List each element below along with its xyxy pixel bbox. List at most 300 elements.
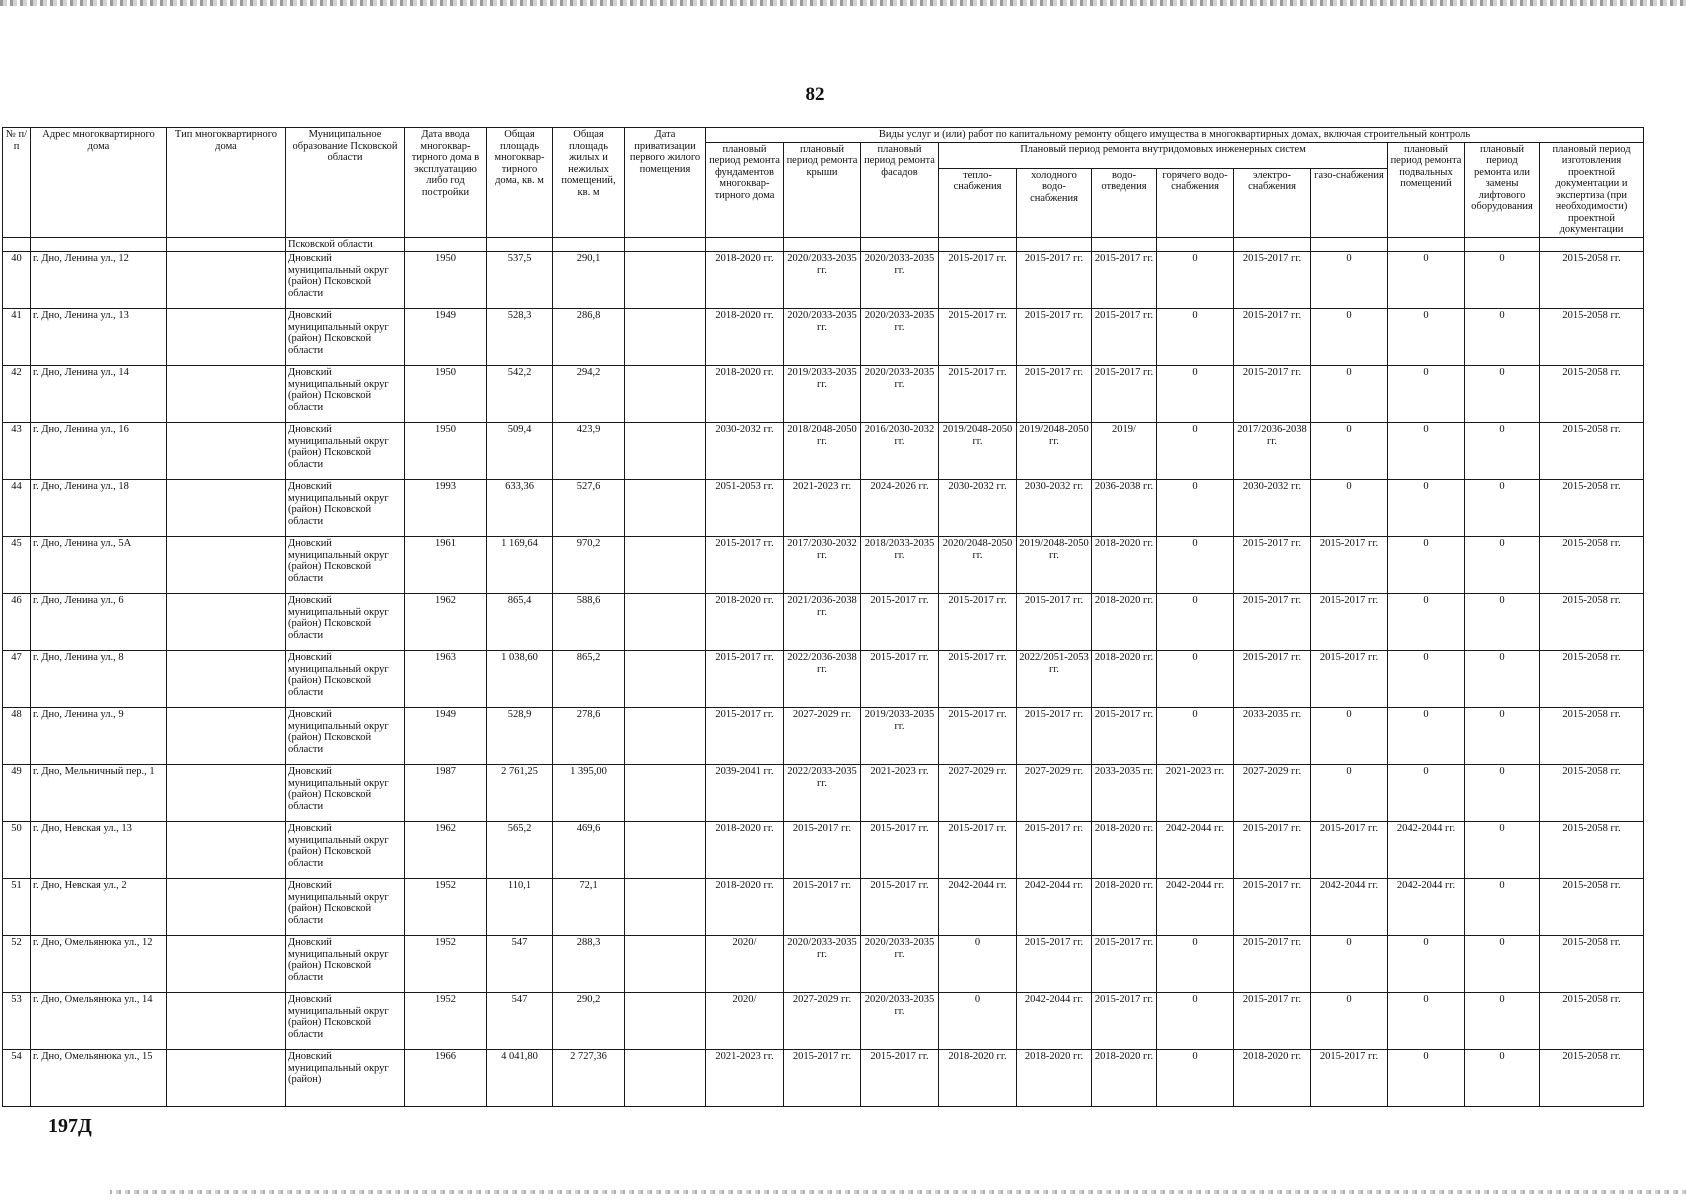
cell-address: г. Дно, Омельянюка ул., 15	[31, 1050, 167, 1107]
cell-roof: 2027-2029 гг.	[784, 708, 861, 765]
cell-address: г. Дно, Ленина ул., 18	[31, 480, 167, 537]
cell-total-area: 528,3	[487, 309, 553, 366]
continuation-cell	[861, 237, 939, 252]
cell-facade: 2020/2033-2035 гг.	[861, 993, 939, 1050]
cell-cold-water: 2015-2017 гг.	[1017, 708, 1092, 765]
cell-cold-water: 2019/2048-2050 гг.	[1017, 537, 1092, 594]
cell-basement: 0	[1388, 309, 1465, 366]
cell-elevator: 0	[1465, 309, 1540, 366]
cell-hot-water: 0	[1157, 993, 1234, 1050]
cell-num: 48	[3, 708, 31, 765]
cell-total-area: 4 041,80	[487, 1050, 553, 1107]
cell-living-area: 278,6	[553, 708, 625, 765]
continuation-cell	[1017, 237, 1092, 252]
cell-type	[167, 537, 286, 594]
cell-year: 1962	[405, 822, 487, 879]
cell-address: г. Дно, Ленина ул., 5А	[31, 537, 167, 594]
header-num: № п/п	[3, 128, 31, 238]
cell-roof: 2015-2017 гг.	[784, 1050, 861, 1107]
header-privatization: Дата приватизации первого жилого помещения	[625, 128, 706, 238]
cell-roof: 2018/2048-2050 гг.	[784, 423, 861, 480]
cell-municipality: Дновский муниципальный округ (район) Псковской области	[286, 537, 405, 594]
cell-municipality: Дновский муниципальный округ (район) Псковской области	[286, 366, 405, 423]
continuation-cell	[3, 237, 31, 252]
cell-electric: 2015-2017 гг.	[1234, 309, 1311, 366]
cell-heat: 2015-2017 гг.	[939, 822, 1017, 879]
header-type: Тип многоквартирного дома	[167, 128, 286, 238]
cell-docs: 2015-2058 гг.	[1540, 309, 1644, 366]
cell-type	[167, 309, 286, 366]
cell-privatization	[625, 423, 706, 480]
cell-foundation: 2030-2032 гг.	[706, 423, 784, 480]
cell-type	[167, 594, 286, 651]
cell-type	[167, 708, 286, 765]
cell-heat: 2015-2017 гг.	[939, 366, 1017, 423]
cell-gas: 2015-2017 гг.	[1311, 822, 1388, 879]
cell-year: 1952	[405, 936, 487, 993]
document-code: 197Д	[48, 1115, 92, 1137]
cell-roof: 2017/2030-2032 гг.	[784, 537, 861, 594]
header-elevator: плановый период ремонта или замены лифтового оборудования	[1465, 142, 1540, 237]
continuation-cell	[784, 237, 861, 252]
continuation-cell	[1540, 237, 1644, 252]
cell-total-area: 547	[487, 993, 553, 1050]
continuation-cell	[625, 237, 706, 252]
cell-docs: 2015-2058 гг.	[1540, 366, 1644, 423]
cell-docs: 2015-2058 гг.	[1540, 936, 1644, 993]
table-row	[3, 765, 1644, 822]
cell-privatization	[625, 822, 706, 879]
table-row	[3, 537, 1644, 594]
cell-heat: 2015-2017 гг.	[939, 309, 1017, 366]
header-facade: плановый период ремонта фасадов	[861, 142, 939, 237]
cell-heat: 0	[939, 993, 1017, 1050]
cell-roof: 2015-2017 гг.	[784, 822, 861, 879]
cell-municipality: Дновский муниципальный округ (район) Псковской области	[286, 993, 405, 1050]
table-row	[3, 651, 1644, 708]
cell-municipality: Дновский муниципальный округ (район) Псковской области	[286, 309, 405, 366]
header-hot-water: горячего водо-снабжения	[1157, 168, 1234, 237]
cell-foundation: 2018-2020 гг.	[706, 366, 784, 423]
cell-privatization	[625, 936, 706, 993]
table-row	[3, 366, 1644, 423]
cell-elevator: 0	[1465, 252, 1540, 309]
scan-edge-bottom	[110, 1190, 1686, 1194]
cell-num: 49	[3, 765, 31, 822]
cell-docs: 2015-2058 гг.	[1540, 537, 1644, 594]
cell-gas: 0	[1311, 765, 1388, 822]
cell-privatization	[625, 309, 706, 366]
cell-municipality: Дновский муниципальный округ (район) Псковской области	[286, 822, 405, 879]
cell-foundation: 2051-2053 гг.	[706, 480, 784, 537]
cell-roof: 2022/2036-2038 гг.	[784, 651, 861, 708]
cell-electric: 2015-2017 гг.	[1234, 879, 1311, 936]
cell-living-area: 588,6	[553, 594, 625, 651]
cell-basement: 0	[1388, 936, 1465, 993]
cell-address: г. Дно, Ленина ул., 12	[31, 252, 167, 309]
cell-electric: 2033-2035 гг.	[1234, 708, 1311, 765]
cell-hot-water: 0	[1157, 252, 1234, 309]
cell-hot-water: 0	[1157, 708, 1234, 765]
cell-heat: 2019/2048-2050 гг.	[939, 423, 1017, 480]
cell-type	[167, 993, 286, 1050]
cell-roof: 2021-2023 гг.	[784, 480, 861, 537]
table-row	[3, 252, 1644, 309]
cell-num: 46	[3, 594, 31, 651]
cell-year: 1993	[405, 480, 487, 537]
cell-type	[167, 252, 286, 309]
cell-foundation: 2020/	[706, 936, 784, 993]
cell-hot-water: 0	[1157, 480, 1234, 537]
table-row	[3, 822, 1644, 879]
cell-foundation: 2018-2020 гг.	[706, 309, 784, 366]
cell-living-area: 970,2	[553, 537, 625, 594]
cell-cold-water: 2015-2017 гг.	[1017, 309, 1092, 366]
cell-gas: 0	[1311, 252, 1388, 309]
cell-total-area: 528,9	[487, 708, 553, 765]
table-row	[3, 309, 1644, 366]
cell-living-area: 423,9	[553, 423, 625, 480]
cell-foundation: 2018-2020 гг.	[706, 822, 784, 879]
cell-num: 51	[3, 879, 31, 936]
cell-year: 1949	[405, 708, 487, 765]
cell-elevator: 0	[1465, 480, 1540, 537]
cell-gas: 2015-2017 гг.	[1311, 537, 1388, 594]
cell-docs: 2015-2058 гг.	[1540, 594, 1644, 651]
cell-num: 54	[3, 1050, 31, 1107]
cell-gas: 0	[1311, 993, 1388, 1050]
cell-year: 1961	[405, 537, 487, 594]
cell-cold-water: 2022/2051-2053 гг.	[1017, 651, 1092, 708]
table-row	[3, 879, 1644, 936]
cell-num: 42	[3, 366, 31, 423]
header-electric: электро-снабжения	[1234, 168, 1311, 237]
scan-edge-top	[0, 0, 1686, 6]
table-row	[3, 708, 1644, 765]
cell-basement: 2042-2044 гг.	[1388, 879, 1465, 936]
cell-facade: 2019/2033-2035 гг.	[861, 708, 939, 765]
cell-cold-water: 2027-2029 гг.	[1017, 765, 1092, 822]
continuation-cell	[405, 237, 487, 252]
header-living-area: Общая площадь жилых и нежилых помещений, кв. м	[553, 128, 625, 238]
cell-privatization	[625, 1050, 706, 1107]
header-municipality: Муниципальное образование Псковской области	[286, 128, 405, 238]
cell-facade: 2020/2033-2035 гг.	[861, 936, 939, 993]
table-row	[3, 993, 1644, 1050]
table-row	[3, 594, 1644, 651]
cell-hot-water: 0	[1157, 1050, 1234, 1107]
cell-roof: 2019/2033-2035 гг.	[784, 366, 861, 423]
cell-privatization	[625, 594, 706, 651]
cell-cold-water: 2019/2048-2050 гг.	[1017, 423, 1092, 480]
cell-address: г. Дно, Омельянюка ул., 12	[31, 936, 167, 993]
cell-docs: 2015-2058 гг.	[1540, 822, 1644, 879]
cell-elevator: 0	[1465, 993, 1540, 1050]
cell-heat: 2018-2020 гг.	[939, 1050, 1017, 1107]
cell-foundation: 2015-2017 гг.	[706, 651, 784, 708]
cell-municipality: Дновский муниципальный округ (район) Псковской области	[286, 252, 405, 309]
cell-address: г. Дно, Ленина ул., 8	[31, 651, 167, 708]
cell-municipality: Дновский муниципальный округ (район) Псковской области	[286, 423, 405, 480]
cell-foundation: 2015-2017 гг.	[706, 537, 784, 594]
cell-docs: 2015-2058 гг.	[1540, 252, 1644, 309]
cell-privatization	[625, 366, 706, 423]
cell-hot-water: 0	[1157, 537, 1234, 594]
cell-privatization	[625, 480, 706, 537]
cell-year: 1952	[405, 879, 487, 936]
cell-foundation: 2015-2017 гг.	[706, 708, 784, 765]
cell-hot-water: 0	[1157, 594, 1234, 651]
cell-basement: 0	[1388, 708, 1465, 765]
cell-basement: 0	[1388, 765, 1465, 822]
cell-total-area: 633,36	[487, 480, 553, 537]
cell-electric: 2015-2017 гг.	[1234, 822, 1311, 879]
cell-cold-water: 2015-2017 гг.	[1017, 936, 1092, 993]
cell-year: 1950	[405, 252, 487, 309]
cell-facade: 2020/2033-2035 гг.	[861, 309, 939, 366]
cell-num: 52	[3, 936, 31, 993]
cell-sewer: 2015-2017 гг.	[1092, 936, 1157, 993]
cell-total-area: 509,4	[487, 423, 553, 480]
cell-cold-water: 2015-2017 гг.	[1017, 252, 1092, 309]
header-address: Адрес многоквартирного дома	[31, 128, 167, 238]
continuation-cell	[167, 237, 286, 252]
cell-type	[167, 480, 286, 537]
cell-sewer: 2018-2020 гг.	[1092, 822, 1157, 879]
cell-sewer: 2015-2017 гг.	[1092, 309, 1157, 366]
cell-roof: 2020/2033-2035 гг.	[784, 936, 861, 993]
header-roof: плановый период ремонта крыши	[784, 142, 861, 237]
cell-facade: 2021-2023 гг.	[861, 765, 939, 822]
cell-roof: 2022/2033-2035 гг.	[784, 765, 861, 822]
continuation-municipality: Псковской области	[286, 237, 405, 252]
cell-sewer: 2018-2020 гг.	[1092, 594, 1157, 651]
cell-municipality: Дновский муниципальный округ (район) Псковской области	[286, 708, 405, 765]
cell-living-area: 288,3	[553, 936, 625, 993]
cell-address: г. Дно, Невская ул., 2	[31, 879, 167, 936]
header-basement: плановый период ремонта подвальных помещений	[1388, 142, 1465, 237]
cell-num: 41	[3, 309, 31, 366]
cell-heat: 2042-2044 гг.	[939, 879, 1017, 936]
cell-num: 45	[3, 537, 31, 594]
cell-basement: 0	[1388, 252, 1465, 309]
cell-type	[167, 879, 286, 936]
cell-electric: 2015-2017 гг.	[1234, 594, 1311, 651]
continuation-cell	[706, 237, 784, 252]
continuation-cell	[31, 237, 167, 252]
table-body	[3, 237, 1644, 1107]
cell-total-area: 547	[487, 936, 553, 993]
cell-living-area: 469,6	[553, 822, 625, 879]
table-row	[3, 936, 1644, 993]
cell-num: 43	[3, 423, 31, 480]
cell-cold-water: 2018-2020 гг.	[1017, 1050, 1092, 1107]
cell-foundation: 2018-2020 гг.	[706, 879, 784, 936]
continuation-cell	[939, 237, 1017, 252]
cell-electric: 2015-2017 гг.	[1234, 651, 1311, 708]
header-docs: плановый период изготовления проектной документации и экспертиза (при необходимости) проектной документации	[1540, 142, 1644, 237]
cell-num: 47	[3, 651, 31, 708]
cell-gas: 2042-2044 гг.	[1311, 879, 1388, 936]
cell-facade: 2015-2017 гг.	[861, 822, 939, 879]
cell-type	[167, 1050, 286, 1107]
cell-total-area: 537,5	[487, 252, 553, 309]
cell-sewer: 2015-2017 гг.	[1092, 993, 1157, 1050]
cell-sewer: 2015-2017 гг.	[1092, 252, 1157, 309]
continuation-cell	[1465, 237, 1540, 252]
cell-municipality: Дновский муниципальный округ (район)	[286, 1050, 405, 1107]
cell-hot-water: 0	[1157, 366, 1234, 423]
cell-elevator: 0	[1465, 822, 1540, 879]
cell-type	[167, 765, 286, 822]
continuation-cell	[1311, 237, 1388, 252]
cell-municipality: Дновский муниципальный округ (район) Псковской области	[286, 765, 405, 822]
cell-privatization	[625, 537, 706, 594]
cell-foundation: 2018-2020 гг.	[706, 252, 784, 309]
cell-electric: 2015-2017 гг.	[1234, 537, 1311, 594]
cell-sewer: 2015-2017 гг.	[1092, 366, 1157, 423]
table-row	[3, 1050, 1644, 1107]
continuation-cell	[487, 237, 553, 252]
cell-address: г. Дно, Ленина ул., 16	[31, 423, 167, 480]
cell-sewer: 2033-2035 гг.	[1092, 765, 1157, 822]
cell-basement: 2042-2044 гг.	[1388, 822, 1465, 879]
cell-hot-water: 0	[1157, 309, 1234, 366]
header-foundation: плановый период ремонта фундаментов многоквар-тирного дома	[706, 142, 784, 237]
cell-year: 1963	[405, 651, 487, 708]
cell-electric: 2027-2029 гг.	[1234, 765, 1311, 822]
cell-elevator: 0	[1465, 423, 1540, 480]
cell-heat: 2015-2017 гг.	[939, 252, 1017, 309]
cell-gas: 2015-2017 гг.	[1311, 594, 1388, 651]
cell-num: 50	[3, 822, 31, 879]
cell-cold-water: 2015-2017 гг.	[1017, 594, 1092, 651]
cell-sewer: 2036-2038 гг.	[1092, 480, 1157, 537]
cell-address: г. Дно, Невская ул., 13	[31, 822, 167, 879]
cell-electric: 2015-2017 гг.	[1234, 252, 1311, 309]
cell-facade: 2016/2030-2032 гг.	[861, 423, 939, 480]
cell-foundation: 2018-2020 гг.	[706, 594, 784, 651]
cell-docs: 2015-2058 гг.	[1540, 765, 1644, 822]
cell-foundation: 2021-2023 гг.	[706, 1050, 784, 1107]
cell-total-area: 1 169,64	[487, 537, 553, 594]
cell-cold-water: 2015-2017 гг.	[1017, 822, 1092, 879]
header-works-group: Виды услуг и (или) работ по капитальному ремонту общего имущества в многоквартирных домах, включая строительный контроль	[706, 128, 1644, 143]
cell-sewer: 2015-2017 гг.	[1092, 708, 1157, 765]
cell-type	[167, 936, 286, 993]
cell-address: г. Дно, Мельничный пер., 1	[31, 765, 167, 822]
cell-year: 1952	[405, 993, 487, 1050]
cell-roof: 2021/2036-2038 гг.	[784, 594, 861, 651]
cell-basement: 0	[1388, 423, 1465, 480]
cell-year: 1949	[405, 309, 487, 366]
cell-docs: 2015-2058 гг.	[1540, 1050, 1644, 1107]
cell-heat: 2015-2017 гг.	[939, 708, 1017, 765]
cell-type	[167, 366, 286, 423]
cell-electric: 2015-2017 гг.	[1234, 936, 1311, 993]
cell-year: 1987	[405, 765, 487, 822]
continuation-row	[3, 237, 1644, 252]
cell-basement: 0	[1388, 537, 1465, 594]
cell-roof: 2020/2033-2035 гг.	[784, 309, 861, 366]
cell-elevator: 0	[1465, 936, 1540, 993]
cell-cold-water: 2042-2044 гг.	[1017, 993, 1092, 1050]
cell-gas: 0	[1311, 936, 1388, 993]
cell-facade: 2015-2017 гг.	[861, 594, 939, 651]
cell-electric: 2017/2036-2038 гг.	[1234, 423, 1311, 480]
cell-basement: 0	[1388, 1050, 1465, 1107]
continuation-cell	[1157, 237, 1234, 252]
cell-docs: 2015-2058 гг.	[1540, 993, 1644, 1050]
cell-privatization	[625, 252, 706, 309]
cell-privatization	[625, 651, 706, 708]
cell-living-area: 294,2	[553, 366, 625, 423]
cell-municipality: Дновский муниципальный округ (район) Псковской области	[286, 480, 405, 537]
cell-heat: 2015-2017 гг.	[939, 651, 1017, 708]
cell-gas: 2015-2017 гг.	[1311, 651, 1388, 708]
table-row	[3, 423, 1644, 480]
cell-cold-water: 2042-2044 гг.	[1017, 879, 1092, 936]
cell-heat: 2027-2029 гг.	[939, 765, 1017, 822]
cell-type	[167, 822, 286, 879]
cell-living-area: 527,6	[553, 480, 625, 537]
cell-elevator: 0	[1465, 651, 1540, 708]
header-sewer: водо-отведения	[1092, 168, 1157, 237]
cell-elevator: 0	[1465, 708, 1540, 765]
cell-living-area: 1 395,00	[553, 765, 625, 822]
cell-privatization	[625, 765, 706, 822]
cell-num: 53	[3, 993, 31, 1050]
cell-year: 1962	[405, 594, 487, 651]
continuation-cell	[1388, 237, 1465, 252]
continuation-cell	[1092, 237, 1157, 252]
cell-living-area: 290,1	[553, 252, 625, 309]
cell-gas: 0	[1311, 423, 1388, 480]
cell-docs: 2015-2058 гг.	[1540, 651, 1644, 708]
cell-address: г. Дно, Ленина ул., 9	[31, 708, 167, 765]
cell-hot-water: 2021-2023 гг.	[1157, 765, 1234, 822]
cell-facade: 2015-2017 гг.	[861, 879, 939, 936]
cell-hot-water: 0	[1157, 936, 1234, 993]
cell-elevator: 0	[1465, 594, 1540, 651]
cell-heat: 2015-2017 гг.	[939, 594, 1017, 651]
cell-year: 1966	[405, 1050, 487, 1107]
cell-facade: 2024-2026 гг.	[861, 480, 939, 537]
cell-basement: 0	[1388, 993, 1465, 1050]
cell-living-area: 865,2	[553, 651, 625, 708]
header-total-area: Общая площадь многоквар-тирного дома, кв. м	[487, 128, 553, 238]
header-commissioning: Дата ввода многоквар-тирного дома в эксплуатацию либо год постройки	[405, 128, 487, 238]
cell-docs: 2015-2058 гг.	[1540, 480, 1644, 537]
cell-total-area: 110,1	[487, 879, 553, 936]
cell-elevator: 0	[1465, 366, 1540, 423]
cell-privatization	[625, 708, 706, 765]
cell-gas: 0	[1311, 366, 1388, 423]
cell-facade: 2015-2017 гг.	[861, 1050, 939, 1107]
cell-gas: 0	[1311, 480, 1388, 537]
cell-elevator: 0	[1465, 537, 1540, 594]
cell-living-area: 2 727,36	[553, 1050, 625, 1107]
cell-sewer: 2019/	[1092, 423, 1157, 480]
cell-cold-water: 2015-2017 гг.	[1017, 366, 1092, 423]
continuation-cell	[553, 237, 625, 252]
cell-basement: 0	[1388, 480, 1465, 537]
cell-address: г. Дно, Ленина ул., 13	[31, 309, 167, 366]
cell-type	[167, 651, 286, 708]
cell-cold-water: 2030-2032 гг.	[1017, 480, 1092, 537]
cell-address: г. Дно, Ленина ул., 14	[31, 366, 167, 423]
cell-foundation: 2039-2041 гг.	[706, 765, 784, 822]
